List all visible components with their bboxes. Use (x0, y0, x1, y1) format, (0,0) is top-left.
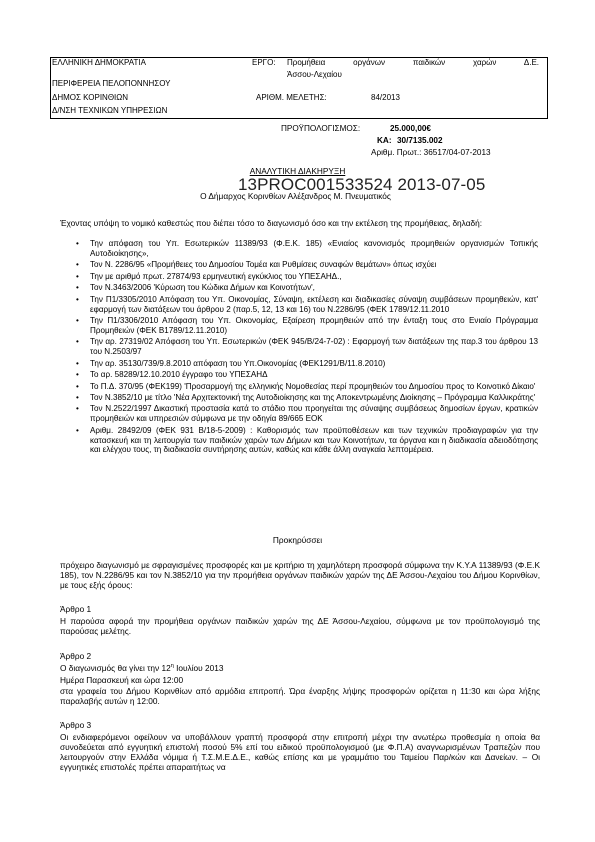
article-1-text: Η παρούσα αφορά την προμήθεια οργάνων παιδικών χαρών της ΔΕ Άσσου-Λεχαίου, σύμφωνα με τον προϋπολογισμό της παρούσας μελέτης. (60, 616, 540, 637)
list-item: • Τον Ν. 2286/95 «Προμήθειες του Δημοσίου Τομέα και Ρυθμίσεις συναφών θεμάτων» όπως ισχύει (76, 260, 437, 270)
legal-basis-list (60, 239, 538, 457)
list-item: • Τον Ν.3463/2006 'Κύρωση του Κώδικα Δήμων και Κοινοτήτων', (76, 283, 315, 293)
protocol-number: Αριθμ. Πρωτ.: 36517/04-07-2013 (371, 148, 491, 157)
list-item: • Την απόφαση του Υπ. Εσωτερικών 11389/93 (Φ.Ε.Κ. 185) «Ενιαίος κανονισμός προμηθειών οργανισμών Τοπικής Αυτοδιοίκησης», (76, 239, 538, 258)
page-subtitle: Ο Δήμαρχος Κορινθίων Αλέξανδρος Μ. Πνευματικός (200, 191, 391, 201)
header-org-line4: Δ/ΝΣΗ ΤΕΧΝΙΚΩΝ ΥΠΗΡΕΣΙΩΝ (52, 106, 168, 115)
ada-stamp: 13PROC001533524 2013-07-05 (238, 175, 486, 194)
header-org-line2: ΠΕΡΙΦΕΡΕΙΑ ΠΕΛΟΠΟΝΝΗΣΟΥ (52, 79, 171, 88)
list-item: • Τον Ν.2522/1997 Δικαστική προστασία κατά το στάδιο που προηγείται της σύναψης συμβάσεως δημοσίων έργων, κρατικών προμηθειών και υπηρεσιών σύμφωνα με την οδηγία 89/665 ΕΟΚ (76, 404, 538, 424)
ergo-value-line1: Προμήθεια οργάνων παιδικών χαρών Δ.Ε. (287, 58, 539, 67)
budget-label: ΠΡΟΫΠΟΛΟΓΙΣΜΟΣ: (281, 124, 361, 133)
budget-value: 25.000,00€ (390, 124, 431, 133)
ka-value: 30/7135.002 (397, 136, 443, 145)
bullet-icon: • (76, 271, 79, 281)
bullet-icon: • (76, 294, 79, 304)
ka-label: ΚΑ: (377, 136, 392, 145)
bullet-icon: • (76, 404, 79, 414)
ergo-label: ΕΡΓΟ: (252, 58, 276, 67)
intro-paragraph: Έχοντας υπόψη το νομικό καθεστώς που διέπει τόσο το διαγωνισμό όσο και την εκτέλεση της προμήθειας, δηλαδή: (60, 218, 483, 228)
article-2-title: Άρθρο 2 (60, 651, 92, 661)
bullet-icon: • (76, 260, 79, 270)
meleti-label: ΑΡΙΘΜ. ΜΕΛΕΤΗΣ: (256, 93, 327, 102)
list-item: • Τον Ν.3852/10 με τίτλο 'Νέα Αρχιτεκτονική της Αυτοδιοίκησης και της Αποκεντρωμένης Διοίκησης – Πρόγραμμα Καλλικράτης' (76, 392, 536, 402)
bullet-icon: • (76, 239, 79, 248)
article-2-date: Ο διαγωνισμός θα γίνει την $12^\eta$ Ιουλίου 2013 (60, 663, 224, 673)
body-paragraph: πρόχειρο διαγωνισμό με σφραγισμένες προσφορές και με κριτήριο τη χαμηλότερη προσφορά σύμφωνα την Κ.Υ.Α 11389/93 (Φ.Ε.Κ 185), τον Ν.2286/95 και τον Ν.3852/10 για την προμήθεια οργάνων παιδικών χαρών της ΔΕ Άσσου-Λεχαίου του Δήμου Κορινθίων, με τους εξής όρους: (60, 560, 540, 591)
header-org-line3: ΔΗΜΟΣ ΚΟΡΙΝΘΙΩΝ (52, 93, 129, 102)
header-org-line1: ΕΛΛΗΝΙΚΗ ΔΗΜΟΚΡΑΤΙΑ (52, 58, 146, 67)
article-3-title: Άρθρο 3 (60, 720, 92, 730)
bullet-icon: • (76, 370, 79, 380)
article-3-text: Οι ενδιαφερόμενοι οφείλουν να υποβάλλουν γραπτή προσφορά στην επιτροπή μέχρι την ανωτέρω προθεσμία η οποία θα συνοδεύεται από εγγυητική επιστολή ποσού 5% επί του ειδικού προϋπολογισμού (με Φ.Π.Α) αναγνωρισμένων Τραπεζών που λειτουργούν στην Ελλάδα νόμιμα ή Τ.Σ.Μ.Ε.Δ.Ε., καθώς επίσης και με γραμμάτιο του Ταμείου Παρ/κών και Δανείων. – Οι εγγυητικές επιστολές πρέπει απαραιτήτως να (60, 732, 540, 773)
article-2-time: Ημέρα Παρασκευή και ώρα 12:00 (60, 675, 184, 685)
bullet-icon: • (76, 337, 79, 347)
list-item: • Το αρ. 58289/12.10.2010 έγγραφο του ΥΠΕΣΑΗΔ (76, 370, 268, 380)
list-item: • Την αρ. 35130/739/9.8.2010 απόφαση του Υπ.Οικονομίας (ΦΕΚ1291/Β/11.8.2010) (76, 358, 386, 368)
article-2-text: στα γραφεία του Δήμου Κορινθίων από αρμόδια επιτροπή. Ώρα έναρξης λήψης προσφορών ορίζεται η 11:30 και ώρα λήξης παραλαβής αυτών η 12:00. (60, 686, 540, 707)
bullet-icon: • (76, 425, 79, 435)
page-title: ΑΝΑΛΥΤΙΚΗ ΔΙΑΚΗΡΥΞΗ (249, 166, 346, 176)
meleti-value: 84/2013 (371, 93, 400, 102)
bullet-icon: • (76, 381, 79, 391)
list-item: • Την Π1/3306/2010 Απόφαση του Υπ. Οικονομίας, Εξαίρεση προμηθειών από την ένταξη τους στο Ενιαίο Πρόγραμμα Προμηθειών (ΦΕΚ Β1789/12.11.2010) (76, 315, 538, 335)
bullet-icon: • (76, 283, 79, 293)
ergo-value-line2: Άσσου-Λεχαίου (287, 70, 342, 79)
list-item: • Την με αριθμό πρωτ. 27874/93 ερμηνευτική εγκύκλιος του ΥΠΕΣΑΗΔ., (76, 271, 342, 281)
list-item: • Την αρ. 27319/02 Απόφαση του Υπ. Εσωτερικών (ΦΕΚ 945/Β/24-7-02) : Εφαρμογή των διατάξεων της παρ.3 του άρθρου 13 του Ν.2503/97 (76, 337, 538, 357)
bullet-icon: • (76, 392, 79, 402)
bullet-icon: • (76, 358, 79, 368)
proclaims-heading: Προκηρύσσει (272, 535, 323, 545)
list-item: • Την Π1/3305/2010 Απόφαση του Υπ. Οικονομίας, Σύναψη, εκτέλεση και διαδικασίες σύναψη συμβάσεων προμηθειών, κατ' εφαρμογή των διατάξεων του άρθρου 2 (παρ.5, 12, 13 και 16) του Ν.2286/95 (ΦΕΚ 1789/12.11.2010 (76, 294, 538, 314)
list-item: • Αριθμ. 28492/09 (ΦΕΚ 931 Β/18-5-2009) : Καθορισμός των προϋποθέσεων και των τεχνικών προδιαγραφών για την κατασκευή και τη λειτουργία των παιδικών χαρών των Δήμων και των Κοινοτήτων, τα όργανα και η διαδικασία αδειοδότησης και ελέγχου τους, τη διαδικασία συντήρησης αυτών, καθώς και κάθε άλλη αναγκαία λεπτομέρεια. (76, 425, 538, 455)
article-1-title: Άρθρο 1 (60, 604, 92, 614)
list-item: • Το Π.Δ. 370/95 (ΦΕΚ199) 'Προσαρμογή της ελληνικής Νομοθεσίας περί προμηθειών του Δημοσίου προς το Κοινοτικό Δίκαιο' (76, 381, 536, 391)
bullet-icon: • (76, 315, 79, 325)
